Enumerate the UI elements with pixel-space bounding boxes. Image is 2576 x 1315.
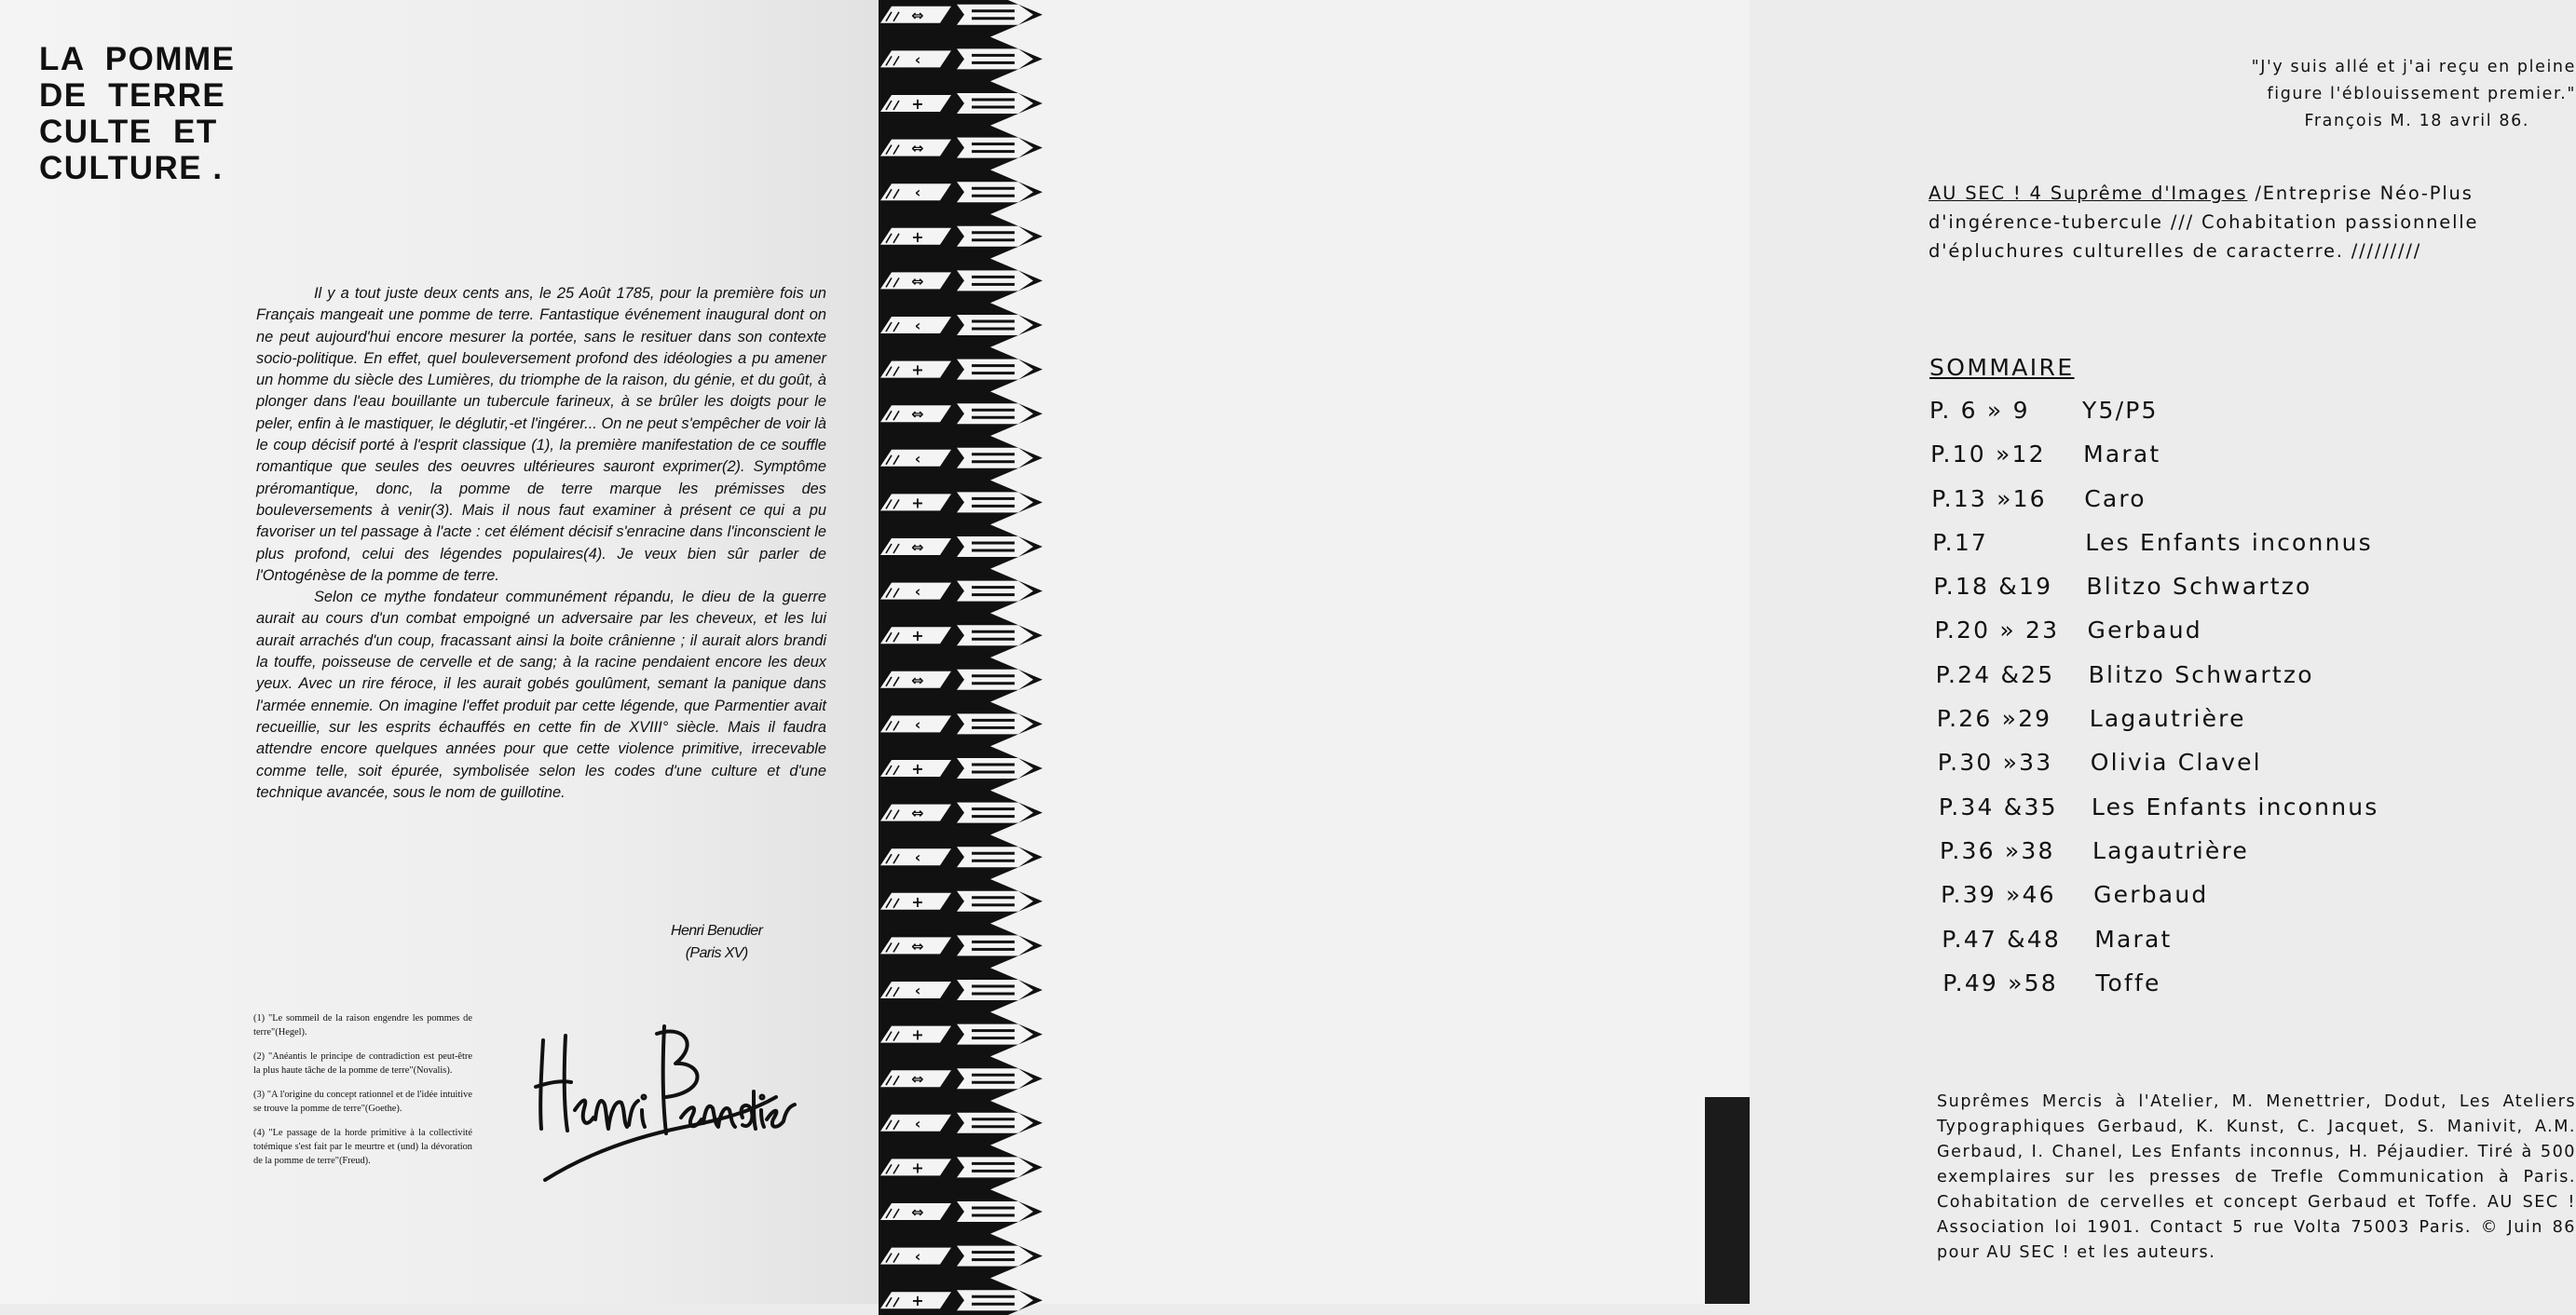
toc-contributor: Toffe bbox=[2095, 969, 2161, 996]
toc-row bbox=[1939, 793, 2423, 837]
toc-row bbox=[1931, 485, 2416, 529]
toc-row bbox=[1935, 617, 2419, 660]
svg-text:⇔: ⇔ bbox=[911, 405, 924, 424]
toc-row bbox=[1942, 926, 2426, 969]
svg-text:⇔: ⇔ bbox=[911, 139, 924, 157]
svg-text:+: + bbox=[911, 227, 924, 246]
toc-pages: P.34 &35 bbox=[1938, 793, 2058, 820]
svg-text:⇔: ⇔ bbox=[911, 272, 924, 291]
toc-row bbox=[1930, 441, 2415, 484]
svg-text:+: + bbox=[911, 494, 924, 512]
spine-decoration bbox=[879, 0, 1051, 1315]
toc-pages: P.30 »33 bbox=[1937, 749, 2053, 777]
toc-contributor: Marat bbox=[2083, 441, 2161, 468]
toc-pages: P. 6 » 9 bbox=[1929, 397, 2030, 424]
intro-line: d'ingérence-tubercule /// Cohabitation passionnelle bbox=[1929, 211, 2479, 233]
toc-contributor: Caro bbox=[2084, 484, 2147, 512]
svg-text:+: + bbox=[911, 360, 924, 379]
svg-text:‹: ‹ bbox=[914, 1114, 921, 1132]
toc-pages: P.39 »46 bbox=[1941, 881, 2056, 909]
svg-text:‹: ‹ bbox=[914, 449, 921, 468]
toc-row bbox=[1937, 705, 2421, 749]
svg-text:⇔: ⇔ bbox=[911, 1203, 924, 1221]
title-line: CULTURE . bbox=[39, 150, 224, 186]
intro-underlined: AU SEC ! 4 Suprême d'Images bbox=[1929, 183, 2248, 204]
toc-contributor: Olivia Clavel bbox=[2090, 749, 2262, 777]
svg-text:+: + bbox=[911, 892, 924, 911]
intro-line-rest: /Entreprise Néo-Plus bbox=[2247, 183, 2474, 204]
svg-text:⇔: ⇔ bbox=[911, 671, 924, 689]
toc-row bbox=[1936, 661, 2420, 705]
svg-text:‹: ‹ bbox=[914, 317, 921, 334]
svg-text:‹: ‹ bbox=[914, 50, 921, 69]
toc-contributor: Gerbaud bbox=[2093, 881, 2209, 909]
svg-text:⇔: ⇔ bbox=[911, 538, 924, 556]
toc-pages: P.36 »38 bbox=[1940, 836, 2055, 864]
svg-text:+: + bbox=[911, 1292, 924, 1310]
toc-pages: P.18 &19 bbox=[1933, 573, 2053, 601]
essay-paragraph: Il y a tout juste deux cents ans, le 25 Août 1785, pour la première fois un Français mangeait une pomme de terre. Fantastique événement inaugural dont on ne peut aujourd'hui encore mesurer la portée, sans le resituer dans son contexte socio-politique. En effet, quel bouleversement profond des idéologies a pu amener un homme du siècle des Lumières, du triomphe de la raison, du génie, et du goût, à plonger dans l'eau bouillante un tubercule farineux, à se brûler les doigts pour le peler, enfin à le mastiquer, le déglutir,-et l'ingérer... On ne peut s'empêcher de voir là le coup décisif porté à l'esprit classique (1), la première manifestation de ce souffle romantique que seules des oeuvres ultérieures sauront exprimer(2). Symptôme préromantique, donc, la pomme de terre marque les prémisses des bouleversements à venir(3). Mais il nous faut examiner à présent ce qui a pu favoriser un tel passage à l'acte : cet élément décisif s'enracine dans l'inconscient le plus profond, celui des légendes populaires(4). Je veux bien sûr parler de l'Ontogénèse de la pomme de terre. bbox=[256, 285, 826, 584]
epigraph-quote bbox=[2166, 54, 2576, 135]
toc-contributor: Les Enfants inconnus bbox=[2085, 528, 2373, 556]
svg-text:⇔: ⇔ bbox=[911, 937, 924, 956]
epigraph-line: "J'y suis allé et j'ai reçu en pleine bbox=[2251, 58, 2576, 76]
title-line: CULTE ET bbox=[39, 114, 218, 150]
handwritten-signature bbox=[526, 1008, 806, 1213]
toc-row bbox=[1938, 749, 2422, 793]
title-line: DE TERRE bbox=[39, 77, 226, 114]
epigraph-line: François M. 18 avril 86. bbox=[2304, 112, 2529, 130]
toc-row bbox=[1942, 969, 2427, 1013]
footnote: (3) "A l'origine du concept rationnel et de l'idée intuitive se trouve la pomme de terre"(Goethe). bbox=[253, 1090, 472, 1114]
toc-pages: P.24 &25 bbox=[1935, 660, 2055, 688]
svg-text:+: + bbox=[911, 1025, 924, 1044]
svg-text:+: + bbox=[911, 627, 924, 645]
author-place: (Paris XV) bbox=[685, 945, 748, 961]
essay-paragraph: Selon ce mythe fondateur communément répandu, le dieu de la guerre aurait au cours d'un combat empoigné un adversaire par les cheveux, et les lui aurait arrachés d'un coup, fracassant ainsi la boite crânienne ; il aurait alors brandi la touffe, poisseuse de cervelle et de sang; à la racine pendaient encore les deux yeux. Avec un rire féroce, il les aurait gobés goulûment, semant la panique dans l'armée ennemie. On imagine l'effet produit par cette légende, que Parmentier avait recueillie, sur les esprits échauffés en cette fin de XVIII° siècle. Mais il faudra attendre encore quelques années pour que cette violence primitive, irrecevable comme telle, soit épurée, symbolisée selon les codes d'une culture et d'une technique avancée, sous le nom de guillotine. bbox=[256, 589, 826, 801]
svg-text:+: + bbox=[911, 760, 924, 778]
toc-row bbox=[1941, 881, 2425, 925]
svg-text:‹: ‹ bbox=[914, 1247, 921, 1266]
toc-contributor: Blitzo Schwartzo bbox=[2086, 573, 2312, 601]
svg-text:+: + bbox=[911, 1159, 924, 1177]
toc-contributor: Marat bbox=[2094, 925, 2173, 953]
intro-line: d'épluchures culturelles de caracterre. ///////// bbox=[1929, 240, 2422, 262]
toc-pages: P.13 »16 bbox=[1931, 484, 2047, 512]
table-of-contents bbox=[1929, 397, 2414, 1013]
svg-text:⇔: ⇔ bbox=[911, 6, 924, 24]
toc-pages: P.20 » 23 bbox=[1934, 617, 2060, 644]
svg-text:‹: ‹ bbox=[914, 848, 921, 867]
author-credit bbox=[671, 920, 762, 965]
epigraph-line: figure l'éblouissement premier." bbox=[2267, 85, 2576, 103]
left-page bbox=[0, 0, 880, 1304]
toc-contributor: Gerbaud bbox=[2087, 617, 2202, 644]
svg-text:+: + bbox=[911, 95, 924, 113]
footnote: (1) "Le sommeil de la raison engendre les pommes de terre"(Hegel). bbox=[253, 1013, 472, 1037]
toc-pages: P.10 »12 bbox=[1930, 441, 2046, 468]
toc-pages: P.47 &48 bbox=[1942, 925, 2061, 953]
toc-contributor: Blitzo Schwartzo bbox=[2088, 660, 2314, 688]
toc-pages: P.26 »29 bbox=[1936, 705, 2052, 733]
toc-contributor: Lagautrière bbox=[2089, 705, 2246, 733]
svg-text:⇔: ⇔ bbox=[911, 1070, 924, 1089]
toc-row bbox=[1940, 837, 2424, 881]
footnote: (2) "Anéantis le principe de contradiction est peut-être la plus haute tâche de la pomme de terre"(Novalis). bbox=[253, 1051, 472, 1076]
author-name: Henri Benudier bbox=[671, 923, 763, 939]
toc-pages: P.17 bbox=[1932, 528, 1989, 556]
footnote: (4) "Le passage de la horde primitive à la collectivité totémique s'est fait par le meurtre et (und) la dévoration de la pomme de terre"(Freud). bbox=[253, 1128, 472, 1166]
credits-text: Suprêmes Mercis à l'Atelier, M. Menettrier, Dodut, Les Ateliers Typographiques Gerbaud, K. Kunst, C. Jacquet, S. Manivit, A.M. Gerbaud, I. Chanel, Les Enfants inconnus, H. Péjaudier. Tiré à 500 exemplaires sur les presses de Trefle Communication à Paris. Cohabitation de cervelles et concept Gerbaud et Toffe. AU SEC ! Association loi 1901. Contact 5 rue Volta 75003 Paris. © Juin 86 pour AU SEC ! et les auteurs. bbox=[1937, 1092, 2576, 1262]
svg-text:⇔: ⇔ bbox=[911, 804, 924, 822]
page-edge-shadow bbox=[1705, 1097, 1750, 1304]
intro-line bbox=[1929, 179, 2478, 208]
footnotes bbox=[253, 1011, 472, 1178]
toc-row bbox=[1929, 397, 2414, 441]
essay-text bbox=[256, 283, 826, 804]
svg-text:‹: ‹ bbox=[914, 582, 921, 601]
svg-text:‹: ‹ bbox=[914, 982, 921, 999]
page-title bbox=[39, 41, 236, 186]
toc-row bbox=[1932, 529, 2417, 573]
toc-row bbox=[1933, 573, 2418, 617]
toc-contributor: Lagautrière bbox=[2092, 836, 2249, 864]
title-line: LA POMME bbox=[39, 41, 236, 77]
sommaire-title: SOMMAIRE bbox=[1929, 354, 2075, 381]
toc-contributor: Les Enfants inconnus bbox=[2091, 793, 2379, 820]
svg-text:‹: ‹ bbox=[914, 715, 921, 734]
intro-text bbox=[1929, 179, 2478, 265]
toc-pages: P.49 »58 bbox=[1942, 969, 2058, 996]
toc-contributor: Y5/P5 bbox=[2082, 397, 2159, 424]
svg-text:‹: ‹ bbox=[914, 183, 921, 202]
